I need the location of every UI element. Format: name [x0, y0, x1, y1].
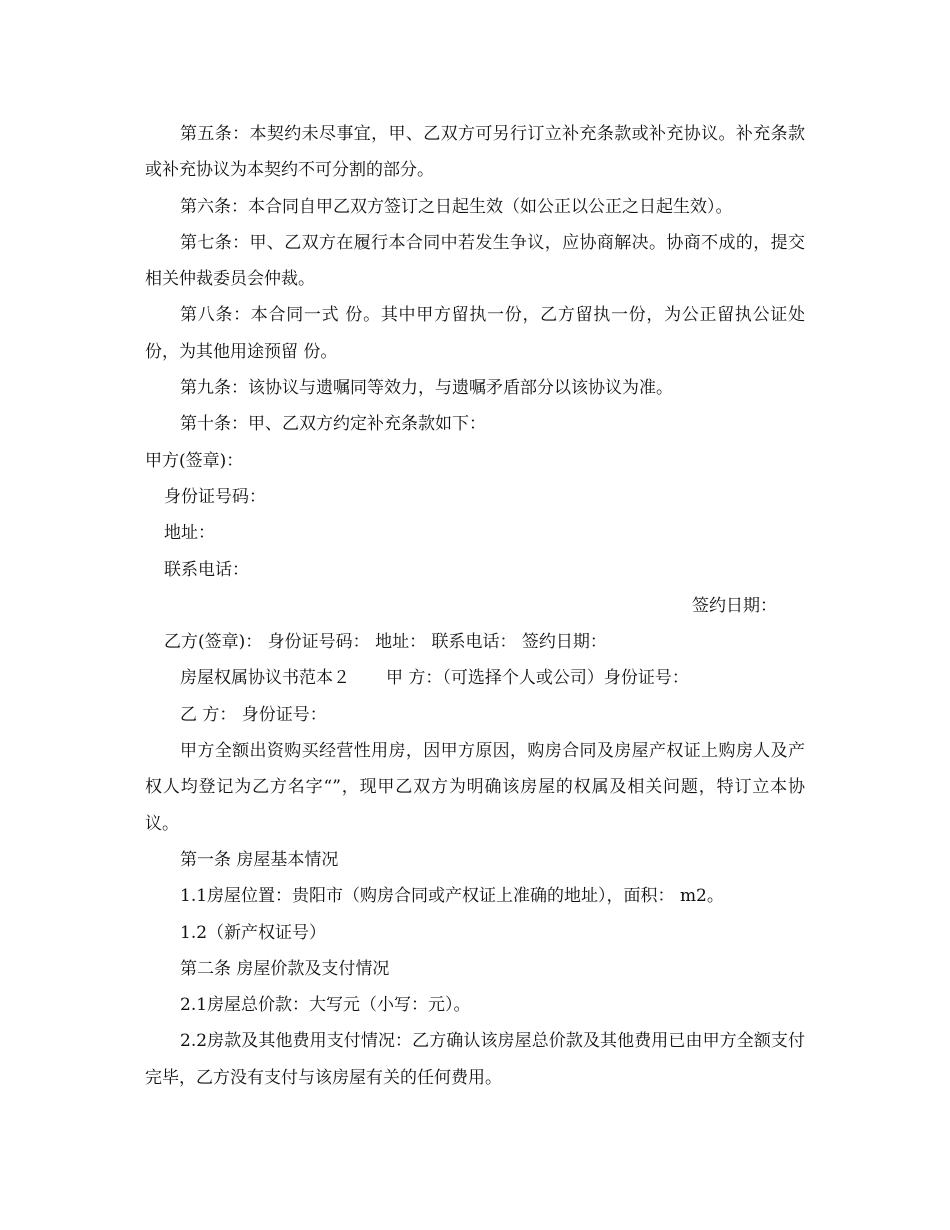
- section-2-2: 2.2房款及其他费用支付情况：乙方确认该房屋总价款及其他费用已由甲方全额支付完毕，乙方没有支付与该房屋有关的任何费用。: [145, 1031, 805, 1088]
- party-a-phone: 联系电话：: [164, 559, 249, 580]
- article-5: 第五条：本契约未尽事宜，甲、乙双方可另行订立补充条款或补充协议。补充条款或补充协议为本契约不可分割的部分。: [145, 124, 805, 181]
- sample2-intro: 甲方全额出资购买经营性用房，因甲方原因，购房合同及房屋产权证上购房人及产权人均登记为乙方名字“”，现甲乙双方为明确该房屋的权属及相关问题，特订立本协议。: [145, 741, 805, 834]
- sample2-party-b: 乙 方： 身份证号：: [180, 704, 327, 725]
- section-1-1: 1.1房屋位置：贵阳市（购房合同或产权证上准确的地址），面积： m2。: [180, 886, 724, 907]
- sample2-heading-line: [145, 660, 805, 696]
- party-a-sign-date: 签约日期：: [692, 595, 777, 616]
- party-b-signature-line: 乙方(签章)： 身份证号码： 地址： 联系电话： 签约日期：: [164, 632, 607, 653]
- article-7: 第七条：甲、乙双方在履行本合同中若发生争议，应协商解决。协商不成的，提交相关仲裁委员会仲裁。: [145, 232, 805, 290]
- article-9: 第九条：该协议与遗嘱同等效力，与遗嘱矛盾部分以该协议为准。: [180, 378, 673, 399]
- document-body: [145, 116, 805, 1096]
- party-a-seal: 甲方(签章)：: [145, 450, 244, 471]
- article-8: 第八条：本合同一式 份。其中甲方留执一份，乙方留执一份，为公正留执公证处份，为其他用途预留 份。: [145, 305, 805, 362]
- party-a-address: 地址：: [164, 523, 215, 544]
- section-2-1: 2.1房屋总价款：大写元（小写：元）。: [180, 995, 471, 1016]
- article-6: 第六条：本合同自甲乙双方签订之日起生效（如公正以公正之日起生效）。: [180, 196, 733, 217]
- section-1-2: 1.2（新产权证号）: [180, 922, 327, 943]
- sample2-title: 房屋权属协议书范本２: [180, 668, 350, 689]
- article-10: 第十条：甲、乙双方约定补充条款如下：: [180, 414, 486, 435]
- section-1-title: 第一条 房屋基本情况: [180, 849, 339, 870]
- section-2-title: 第二条 房屋价款及支付情况: [180, 958, 390, 979]
- party-a-id-number: 身份证号码：: [164, 486, 266, 507]
- sample2-party-a: 甲 方：（可选择个人或公司）身份证号：: [386, 668, 689, 689]
